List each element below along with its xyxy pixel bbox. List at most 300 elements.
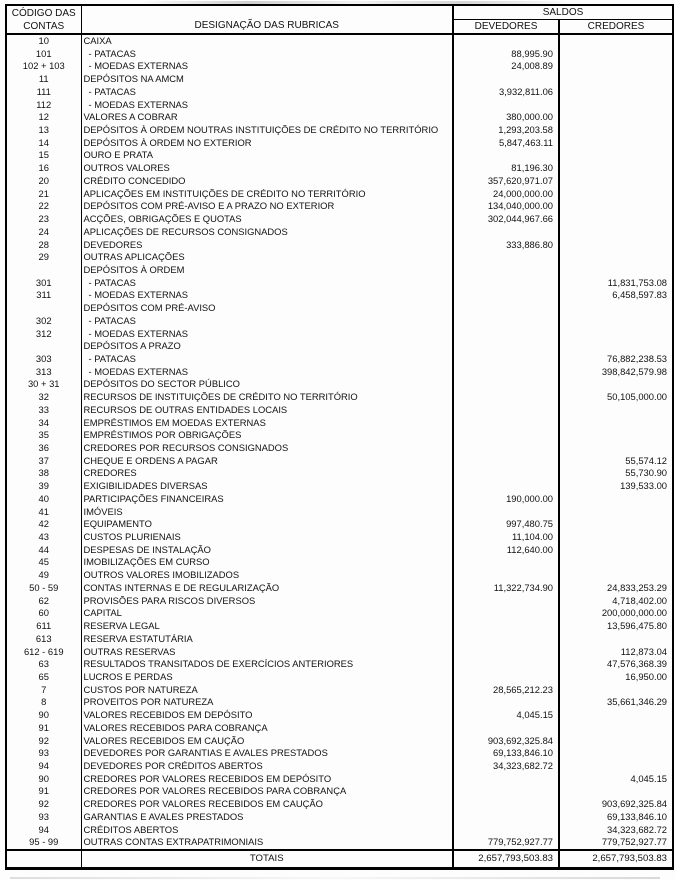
devedores-cell: 357,620,971.07 bbox=[453, 175, 559, 188]
devedores-cell bbox=[453, 556, 559, 569]
credores-cell bbox=[559, 175, 673, 188]
table-row bbox=[6, 467, 673, 480]
totals-code-cell bbox=[6, 850, 81, 869]
table-row bbox=[6, 684, 673, 697]
account-code-cell: 29 bbox=[6, 251, 81, 264]
credores-cell: 13,596,475.80 bbox=[607, 620, 668, 632]
table-row bbox=[6, 162, 673, 175]
table-row bbox=[6, 34, 673, 48]
table-row bbox=[6, 175, 673, 188]
credores-cell: 16,950.00 bbox=[625, 670, 668, 682]
devedores-cell bbox=[453, 658, 559, 671]
account-code-cell: 101 bbox=[6, 48, 81, 61]
account-code-cell: 44 bbox=[6, 544, 81, 557]
account-code-cell: 11 bbox=[6, 73, 81, 86]
designation-cell: DEPÓSITOS À ORDEM NOUTRAS INSTITUIÇÕES DE CRÉDITO NO TERRITÓRIO bbox=[81, 124, 453, 137]
devedores-cell bbox=[453, 773, 559, 786]
table-row bbox=[6, 391, 673, 404]
devedores-cell: 380,000.00 bbox=[453, 111, 559, 124]
credores-cell bbox=[559, 633, 673, 646]
credores-cell: 55,574.12 bbox=[625, 454, 668, 466]
credores-cell bbox=[559, 378, 673, 391]
account-code-cell: 14 bbox=[6, 137, 81, 150]
devedores-cell bbox=[453, 99, 559, 112]
account-code-cell: 30 + 31 bbox=[6, 378, 81, 391]
account-code-cell: 303 bbox=[6, 353, 81, 366]
table-row bbox=[6, 239, 673, 252]
designation-cell: DEPÓSITOS DO SECTOR PÚBLICO bbox=[81, 378, 453, 391]
table-row bbox=[6, 506, 673, 519]
credores-cell: 34,323,682.72 bbox=[607, 823, 668, 835]
designation-cell: - PATACAS bbox=[81, 277, 453, 290]
devedores-cell bbox=[453, 480, 559, 493]
devedores-cell bbox=[453, 391, 559, 404]
devedores-cell bbox=[453, 506, 559, 519]
totals-credores: 2,657,793,503.83 bbox=[592, 853, 668, 864]
devedores-cell bbox=[453, 595, 559, 608]
devedores-cell bbox=[453, 633, 559, 646]
header-account-code-line2: CONTAS bbox=[23, 20, 65, 32]
table-row bbox=[6, 277, 673, 290]
credores-cell bbox=[559, 785, 673, 798]
devedores-cell bbox=[453, 378, 559, 391]
account-code-cell: 302 bbox=[6, 315, 81, 328]
designation-cell: OUTROS VALORES IMOBILIZADOS bbox=[81, 569, 453, 582]
credores-cell bbox=[559, 328, 673, 341]
account-code-cell: 313 bbox=[6, 366, 81, 379]
designation-cell: CHEQUE E ORDENS A PAGAR bbox=[81, 455, 453, 468]
table-row bbox=[6, 747, 673, 760]
credores-cell bbox=[559, 251, 673, 264]
account-code-cell: 21 bbox=[6, 188, 81, 201]
account-code-cell: 12 bbox=[6, 111, 81, 124]
designation-cell: IMOBILIZAÇÕES EM CURSO bbox=[81, 556, 453, 569]
table-row bbox=[6, 760, 673, 773]
designation-cell: CAIXA bbox=[81, 34, 453, 48]
table-row bbox=[6, 569, 673, 582]
designation-cell: CUSTOS POR NATUREZA bbox=[81, 684, 453, 697]
account-code-cell: 50 - 59 bbox=[6, 582, 81, 595]
credores-cell: 35,661,346.29 bbox=[607, 696, 668, 708]
devedores-cell bbox=[453, 226, 559, 239]
account-code-cell: 94 bbox=[6, 760, 81, 773]
credores-cell bbox=[559, 239, 673, 252]
designation-cell: VALORES A COBRAR bbox=[81, 111, 453, 124]
designation-cell: PARTICIPAÇÕES FINANCEIRAS bbox=[81, 493, 453, 506]
account-code-cell: 92 bbox=[6, 798, 81, 811]
designation-cell: CREDORES POR VALORES RECEBIDOS PARA COBRANÇA bbox=[81, 785, 453, 798]
account-code-cell: 95 - 99 bbox=[6, 836, 81, 850]
designation-cell: RECURSOS DE OUTRAS ENTIDADES LOCAIS bbox=[81, 404, 453, 417]
credores-cell bbox=[559, 264, 673, 277]
designation-cell: GARANTIAS E AVALES PRESTADOS bbox=[81, 811, 453, 824]
designation-cell: CONTAS INTERNAS E DE REGULARIZAÇÃO bbox=[81, 582, 453, 595]
designation-cell: DEVEDORES POR GARANTIAS E AVALES PRESTADOS bbox=[81, 747, 453, 760]
account-code-cell: 15 bbox=[6, 149, 81, 162]
table-row bbox=[6, 213, 673, 226]
credores-cell: 903,692,325.84 bbox=[601, 798, 668, 810]
table-row bbox=[6, 582, 673, 595]
designation-cell: DEPÓSITOS À ORDEM bbox=[81, 264, 453, 277]
credores-cell bbox=[559, 137, 673, 150]
designation-cell: RESERVA LEGAL bbox=[81, 620, 453, 633]
credores-cell bbox=[559, 48, 673, 61]
devedores-cell: 81,196.30 bbox=[453, 162, 559, 175]
credores-cell bbox=[559, 760, 673, 773]
devedores-cell: 903,692,325.84 bbox=[453, 735, 559, 748]
account-code-cell: 93 bbox=[6, 811, 81, 824]
header-saldos: SALDOS bbox=[453, 5, 673, 20]
account-code-cell: 94 bbox=[6, 824, 81, 837]
designation-cell: OURO E PRATA bbox=[81, 149, 453, 162]
account-code-cell: 33 bbox=[6, 404, 81, 417]
table-row bbox=[6, 773, 673, 786]
devedores-cell bbox=[453, 251, 559, 264]
account-code-cell: 112 bbox=[6, 99, 81, 112]
devedores-cell bbox=[453, 569, 559, 582]
designation-cell: DEVEDORES bbox=[81, 239, 453, 252]
credores-cell bbox=[559, 200, 673, 213]
devedores-cell bbox=[453, 149, 559, 162]
account-code-cell: 612 - 619 bbox=[6, 646, 81, 659]
designation-cell: DEPÓSITOS À ORDEM NO EXTERIOR bbox=[81, 137, 453, 150]
designation-cell: CREDORES POR VALORES RECEBIDOS EM CAUÇÃO bbox=[81, 798, 453, 811]
devedores-cell: 5,847,463.11 bbox=[453, 137, 559, 150]
table-row bbox=[6, 200, 673, 213]
table-row bbox=[6, 646, 673, 659]
designation-cell: - PATACAS bbox=[81, 48, 453, 61]
devedores-cell bbox=[453, 302, 559, 315]
table-row bbox=[6, 302, 673, 315]
table-row bbox=[6, 735, 673, 748]
credores-cell: 47,576,368.39 bbox=[607, 658, 668, 670]
account-code-cell: 16 bbox=[6, 162, 81, 175]
table-row bbox=[6, 188, 673, 201]
table-row bbox=[6, 289, 673, 302]
table-row bbox=[6, 340, 673, 353]
credores-cell bbox=[559, 60, 673, 73]
designation-cell: - PATACAS bbox=[81, 353, 453, 366]
designation-cell: CRÉDITOS ABERTOS bbox=[81, 824, 453, 837]
table-row bbox=[6, 518, 673, 531]
table-row bbox=[6, 709, 673, 722]
table-row bbox=[6, 137, 673, 150]
credores-cell: 139,533.00 bbox=[620, 480, 668, 492]
table-body bbox=[6, 34, 673, 850]
designation-cell: - MOEDAS EXTERNAS bbox=[81, 99, 453, 112]
devedores-cell: 112,640.00 bbox=[453, 544, 559, 557]
devedores-cell bbox=[453, 696, 559, 709]
designation-cell: OUTROS VALORES bbox=[81, 162, 453, 175]
credores-cell: 76,882,238.53 bbox=[607, 352, 668, 364]
table-row bbox=[6, 633, 673, 646]
account-code-cell: 311 bbox=[6, 289, 81, 302]
totals-row bbox=[6, 850, 673, 869]
credores-cell bbox=[559, 747, 673, 760]
designation-cell: EXIGIBILIDADES DIVERSAS bbox=[81, 480, 453, 493]
table-header bbox=[6, 5, 673, 34]
devedores-cell: 3,932,811.06 bbox=[453, 86, 559, 99]
designation-cell: - MOEDAS EXTERNAS bbox=[81, 366, 453, 379]
table-row bbox=[6, 60, 673, 73]
account-code-cell: 45 bbox=[6, 556, 81, 569]
account-code-cell: 40 bbox=[6, 493, 81, 506]
table-row bbox=[6, 378, 673, 391]
account-code-cell: 39 bbox=[6, 480, 81, 493]
credores-cell bbox=[559, 86, 673, 99]
credores-cell bbox=[559, 315, 673, 328]
devedores-cell bbox=[453, 467, 559, 480]
devedores-cell bbox=[453, 289, 559, 302]
account-code-cell: 37 bbox=[6, 455, 81, 468]
table-row bbox=[6, 111, 673, 124]
header-devedores: DEVEDORES bbox=[453, 20, 559, 35]
account-code-cell: 7 bbox=[6, 684, 81, 697]
credores-cell bbox=[559, 340, 673, 353]
designation-cell: RESERVA ESTATUTÁRIA bbox=[81, 633, 453, 646]
account-code-cell: 34 bbox=[6, 417, 81, 430]
account-code-cell: 301 bbox=[6, 277, 81, 290]
table-row bbox=[6, 442, 673, 455]
designation-cell: EMPRÉSTIMOS EM MOEDAS EXTERNAS bbox=[81, 417, 453, 430]
credores-cell: 779,752,927.77 bbox=[601, 836, 668, 848]
table-row bbox=[6, 315, 673, 328]
designation-cell: DESPESAS DE INSTALAÇÃO bbox=[81, 544, 453, 557]
designation-cell: CAPITAL bbox=[81, 607, 453, 620]
table-row bbox=[6, 264, 673, 277]
table-row bbox=[6, 353, 673, 366]
account-code-cell: 38 bbox=[6, 467, 81, 480]
credores-cell bbox=[559, 99, 673, 112]
credores-cell bbox=[559, 518, 673, 531]
table-row bbox=[6, 404, 673, 417]
devedores-cell bbox=[453, 417, 559, 430]
table-row bbox=[6, 328, 673, 341]
account-code-cell: 111 bbox=[6, 86, 81, 99]
account-code-cell: 13 bbox=[6, 124, 81, 137]
devedores-cell: 28,565,212.23 bbox=[453, 684, 559, 697]
header-credores: CREDORES bbox=[587, 21, 645, 32]
account-code-cell: 60 bbox=[6, 607, 81, 620]
account-code-cell bbox=[6, 264, 81, 277]
designation-cell: APLICAÇÕES EM INSTITUIÇÕES DE CRÉDITO NO TERRITÓRIO bbox=[81, 188, 453, 201]
table-row bbox=[6, 99, 673, 112]
credores-cell bbox=[559, 569, 673, 582]
account-code-cell: 23 bbox=[6, 213, 81, 226]
header-account-code bbox=[6, 5, 81, 34]
devedores-cell bbox=[453, 366, 559, 379]
credores-cell bbox=[559, 124, 673, 137]
totals-label: TOTAIS bbox=[81, 850, 453, 869]
credores-cell: 398,842,579.98 bbox=[601, 365, 668, 377]
table-row bbox=[6, 836, 673, 850]
devedores-cell bbox=[453, 429, 559, 442]
account-code-cell: 32 bbox=[6, 391, 81, 404]
designation-cell: - MOEDAS EXTERNAS bbox=[81, 328, 453, 341]
designation-cell: CREDORES POR RECURSOS CONSIGNADOS bbox=[81, 442, 453, 455]
devedores-cell: 88,995.90 bbox=[453, 48, 559, 61]
account-code-cell: 90 bbox=[6, 709, 81, 722]
account-code-cell: 91 bbox=[6, 722, 81, 735]
account-code-cell: 92 bbox=[6, 735, 81, 748]
designation-cell: DEVEDORES POR CRÉDITOS ABERTOS bbox=[81, 760, 453, 773]
credores-cell: 4,718,402.00 bbox=[612, 594, 668, 606]
devedores-cell bbox=[453, 34, 559, 48]
account-code-cell: 35 bbox=[6, 429, 81, 442]
designation-cell: OUTRAS APLICAÇÕES bbox=[81, 251, 453, 264]
table-row bbox=[6, 722, 673, 735]
devedores-cell: 34,323,682.72 bbox=[453, 760, 559, 773]
designation-cell: VALORES RECEBIDOS EM DEPÓSITO bbox=[81, 709, 453, 722]
table-row bbox=[6, 417, 673, 430]
credores-cell bbox=[559, 429, 673, 442]
devedores-cell bbox=[453, 328, 559, 341]
credores-cell bbox=[559, 544, 673, 557]
table-footer bbox=[6, 850, 673, 869]
account-code-cell: 41 bbox=[6, 506, 81, 519]
designation-cell: CUSTOS PLURIENAIS bbox=[81, 531, 453, 544]
table-row bbox=[6, 620, 673, 633]
table-row bbox=[6, 658, 673, 671]
table-row bbox=[6, 531, 673, 544]
credores-cell: 6,458,597.83 bbox=[612, 289, 668, 301]
table-row bbox=[6, 696, 673, 709]
devedores-cell: 333,886.80 bbox=[453, 239, 559, 252]
credores-cell bbox=[559, 417, 673, 430]
table-row bbox=[6, 73, 673, 86]
designation-cell: - PATACAS bbox=[81, 315, 453, 328]
table-row bbox=[6, 811, 673, 824]
devedores-cell: 190,000.00 bbox=[453, 493, 559, 506]
table-row bbox=[6, 785, 673, 798]
designation-cell: RECURSOS DE INSTITUIÇÕES DE CRÉDITO NO TERRITÓRIO bbox=[81, 391, 453, 404]
designation-cell: PROVEITOS POR NATUREZA bbox=[81, 696, 453, 709]
table-row bbox=[6, 366, 673, 379]
header-designation: DESIGNAÇÃO DAS RUBRICAS bbox=[81, 5, 453, 34]
devedores-cell: 4,045.15 bbox=[453, 709, 559, 722]
credores-cell: 200,000,000.00 bbox=[601, 607, 668, 619]
designation-cell: - PATACAS bbox=[81, 86, 453, 99]
credores-cell bbox=[559, 404, 673, 417]
devedores-cell bbox=[453, 455, 559, 468]
table-row bbox=[6, 595, 673, 608]
devedores-cell bbox=[453, 722, 559, 735]
devedores-cell: 24,008.89 bbox=[453, 60, 559, 73]
account-code-cell: 20 bbox=[6, 175, 81, 188]
table-row bbox=[6, 671, 673, 684]
devedores-cell bbox=[453, 620, 559, 633]
devedores-cell: 1,293,203.58 bbox=[453, 124, 559, 137]
table-row bbox=[6, 455, 673, 468]
table-row bbox=[6, 556, 673, 569]
account-code-cell: 611 bbox=[6, 620, 81, 633]
designation-cell: DEPÓSITOS COM PRÉ-AVISO E A PRAZO NO EXTERIOR bbox=[81, 200, 453, 213]
credores-cell: 55,730.90 bbox=[625, 467, 668, 479]
devedores-cell: 134,040,000.00 bbox=[453, 200, 559, 213]
account-code-cell: 102 + 103 bbox=[6, 60, 81, 73]
designation-cell: OUTRAS CONTAS EXTRAPATRIMONIAIS bbox=[81, 836, 453, 850]
credores-cell bbox=[559, 722, 673, 735]
account-code-cell: 63 bbox=[6, 658, 81, 671]
credores-cell bbox=[559, 709, 673, 722]
designation-cell: PROVISÕES PARA RISCOS DIVERSOS bbox=[81, 595, 453, 608]
designation-cell: EQUIPAMENTO bbox=[81, 518, 453, 531]
credores-cell bbox=[559, 506, 673, 519]
totals-devedores: 2,657,793,503.83 bbox=[453, 850, 559, 869]
account-code-cell: 22 bbox=[6, 200, 81, 213]
credores-cell: 24,833,253.29 bbox=[607, 581, 668, 593]
table-row bbox=[6, 798, 673, 811]
designation-cell: VALORES RECEBIDOS EM CAUÇÃO bbox=[81, 735, 453, 748]
credores-cell bbox=[559, 302, 673, 315]
account-code-cell: 93 bbox=[6, 747, 81, 760]
account-code-cell: 613 bbox=[6, 633, 81, 646]
credores-cell bbox=[559, 111, 673, 124]
designation-cell: - MOEDAS EXTERNAS bbox=[81, 289, 453, 302]
table-row bbox=[6, 48, 673, 61]
devedores-cell bbox=[453, 264, 559, 277]
table-row bbox=[6, 493, 673, 506]
accounts-balance-table bbox=[5, 4, 674, 870]
table-row bbox=[6, 429, 673, 442]
account-code-cell: 36 bbox=[6, 442, 81, 455]
credores-cell bbox=[559, 162, 673, 175]
credores-cell bbox=[559, 556, 673, 569]
account-code-cell: 10 bbox=[6, 34, 81, 48]
table-row bbox=[6, 124, 673, 137]
designation-cell: CREDORES POR VALORES RECEBIDOS EM DEPÓSITO bbox=[81, 773, 453, 786]
designation-cell: LUCROS E PERDAS bbox=[81, 671, 453, 684]
credores-cell bbox=[559, 73, 673, 86]
credores-cell bbox=[559, 684, 673, 697]
credores-cell bbox=[559, 213, 673, 226]
devedores-cell: 997,480.75 bbox=[453, 518, 559, 531]
devedores-cell bbox=[453, 607, 559, 620]
devedores-cell: 302,044,967.66 bbox=[453, 213, 559, 226]
credores-cell bbox=[559, 149, 673, 162]
table-row bbox=[6, 226, 673, 239]
credores-cell: 112,873.04 bbox=[620, 645, 668, 657]
credores-cell: 11,831,753.08 bbox=[607, 276, 668, 288]
account-code-cell: 42 bbox=[6, 518, 81, 531]
scan-artifact bbox=[10, 877, 660, 879]
devedores-cell: 11,104.00 bbox=[453, 531, 559, 544]
table-row bbox=[6, 149, 673, 162]
table-row bbox=[6, 607, 673, 620]
devedores-cell bbox=[453, 315, 559, 328]
devedores-cell bbox=[453, 671, 559, 684]
designation-cell: DEPÓSITOS A PRAZO bbox=[81, 340, 453, 353]
devedores-cell bbox=[453, 798, 559, 811]
devedores-cell bbox=[453, 824, 559, 837]
table-row bbox=[6, 824, 673, 837]
table-row bbox=[6, 480, 673, 493]
devedores-cell bbox=[453, 340, 559, 353]
account-code-cell: 62 bbox=[6, 595, 81, 608]
designation-cell: DEPÓSITOS COM PRÉ-AVISO bbox=[81, 302, 453, 315]
designation-cell: DEPÓSITOS NA AMCM bbox=[81, 73, 453, 86]
account-code-cell: 43 bbox=[6, 531, 81, 544]
account-code-cell: 49 bbox=[6, 569, 81, 582]
devedores-cell: 779,752,927.77 bbox=[453, 836, 559, 850]
designation-cell: OUTRAS RESERVAS bbox=[81, 646, 453, 659]
credores-cell: 69,133,846.10 bbox=[607, 810, 668, 822]
header-account-code-line1: CÓDIGO DAS bbox=[11, 7, 76, 19]
devedores-cell bbox=[453, 277, 559, 290]
table-row bbox=[6, 251, 673, 264]
account-code-cell: 65 bbox=[6, 671, 81, 684]
credores-cell: 4,045.15 bbox=[630, 772, 668, 784]
